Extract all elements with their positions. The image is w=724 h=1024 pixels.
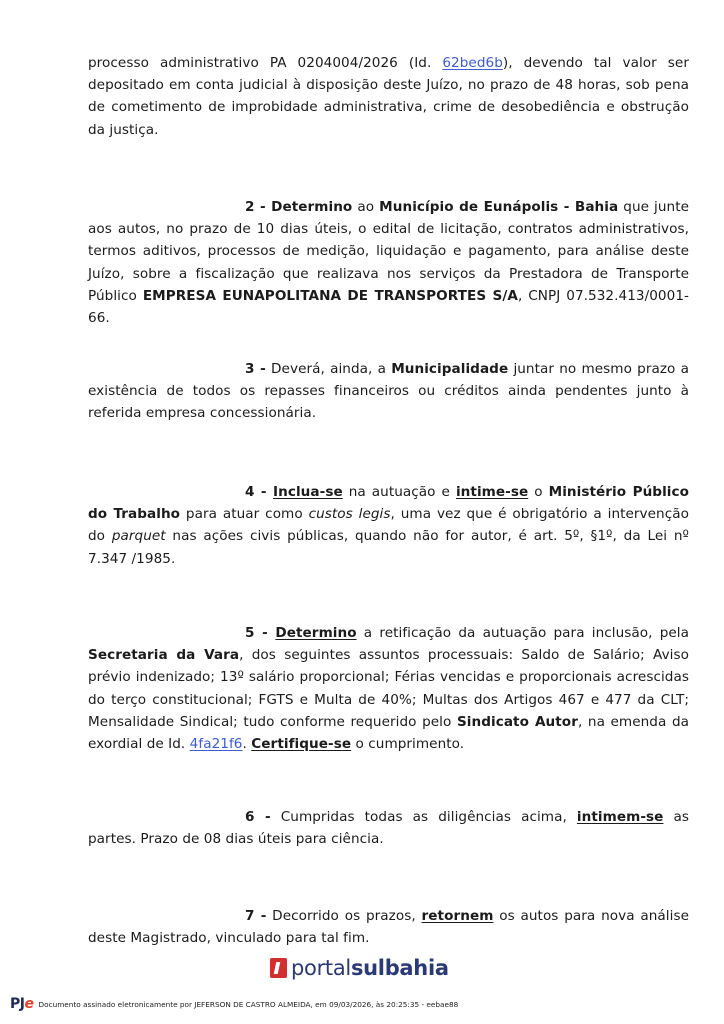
- item-number: 4 -: [245, 484, 274, 500]
- paragraph-5: [88, 622, 689, 755]
- text: o cumprimento.: [351, 736, 465, 753]
- text: processo administrativo PA 0204004/2026 (Id.: [88, 55, 443, 71]
- text: que junte aos autos, no prazo de 10 dias úteis, o edital de licitação, contratos administrativos, termos aditivos, processos de medição, liquidação e pagamento, para análise deste Juízo, sobre a fiscalização que realizava nos serviços da Prestadora de Transporte Público: [88, 199, 690, 304]
- text: .: [242, 736, 252, 753]
- text: nas ações civis públicas, quando não for autor, é art. 5º, §1º, da Lei nº 7.347 /1985.: [88, 528, 689, 567]
- signature-note: Documento assinado eletronicamente por JEFERSON DE CASTRO ALMEIDA, em 09/03/2026, às 20:25:35 - eebae88: [38, 999, 459, 1009]
- pje-logo-e: e: [24, 996, 34, 1012]
- text: a retificação da autuação para inclusão, pela: [356, 625, 689, 641]
- text: Cumpridas todas as diligências acima,: [270, 809, 577, 825]
- pje-logo: [10, 996, 33, 1012]
- watermark-text-bold: sulbahia: [350, 956, 449, 980]
- paragraph-7: [88, 905, 689, 949]
- item-number: 5 -: [245, 625, 276, 641]
- paragraph-6: [88, 806, 689, 850]
- item-number: 2 - Determino: [245, 199, 353, 215]
- text: ), devendo tal valor ser depositado em conta judicial à disposição deste Juízo, no prazo de 48 horas, sob pena de cometimento de improbidade administrativa, crime de desobediência e obstrução da justiça.: [88, 55, 689, 138]
- text: , uma vez que é obrigatório a intervenção do: [88, 506, 689, 545]
- paragraph-4: [88, 481, 689, 570]
- order-term: Certifique-se: [251, 736, 352, 753]
- item-number: 7 -: [245, 908, 267, 924]
- text: o: [528, 484, 549, 500]
- text: os autos para nova análise deste Magistrado, vinculado para tal fim.: [88, 908, 689, 947]
- text: , dos seguintes assuntos processuais: Saldo de Salário; Aviso prévio indenizado; 13º salário proporcional; Férias vencidas e proporcionais acrescidas do terço constitucional; FGTS e Multa de 40%; Multas dos Artigos 467 e 477 da CLT; Mensalidade Sindical; tudo conforme requerido pelo: [88, 647, 689, 730]
- text: as partes. Prazo de 08 dias úteis para ciência.: [88, 809, 689, 848]
- item-number: 3 -: [245, 361, 266, 377]
- paragraph-2: [88, 196, 689, 329]
- bold-term: Ministério Público do Trabalho: [88, 484, 690, 523]
- pje-logo-text: PJ: [10, 996, 25, 1012]
- signature-footer: [10, 996, 458, 1012]
- latin-term: custos legis: [308, 506, 391, 523]
- portal-sulbahia-watermark: [270, 955, 449, 981]
- watermark-text: [291, 955, 449, 981]
- text: na autuação e: [342, 484, 456, 500]
- document-id-link[interactable]: 4fa21f6: [189, 736, 243, 753]
- order-term: intimem-se: [576, 809, 664, 825]
- paragraph-3: [88, 358, 689, 425]
- text: , na emenda da exordial de Id.: [88, 713, 689, 753]
- order-term: Determino: [275, 625, 357, 641]
- watermark-text-light: portal: [291, 956, 351, 980]
- municipality-name: Município de Eunápolis - Bahia: [379, 199, 619, 215]
- text: para atuar como: [180, 506, 309, 523]
- text: ao: [352, 199, 380, 215]
- bold-term: Municipalidade: [391, 361, 509, 377]
- order-term: Inclua-se: [273, 484, 343, 500]
- order-term: intime-se: [455, 484, 529, 500]
- document-id-link[interactable]: 62bed6b: [442, 55, 503, 71]
- paragraph-1: [88, 52, 689, 141]
- portal-logo-icon: [270, 958, 287, 978]
- text: Deverá, ainda, a: [265, 361, 392, 377]
- text: juntar no mesmo prazo a existência de todos os repasses financeiros ou créditos ainda pendentes junto à referida empresa concessionária.: [88, 361, 690, 422]
- item-number: 6 -: [245, 809, 271, 825]
- latin-term: parquet: [111, 528, 166, 545]
- company-name: EMPRESA EUNAPOLITANA DE TRANSPORTES S/A: [142, 287, 518, 304]
- text: Decorrido os prazos,: [266, 908, 422, 924]
- text: , CNPJ 07.532.413/0001-66.: [88, 287, 689, 327]
- order-term: retornem: [421, 908, 494, 924]
- bold-term: Sindicato Autor: [456, 713, 578, 730]
- bold-term: Secretaria da Vara: [88, 647, 240, 664]
